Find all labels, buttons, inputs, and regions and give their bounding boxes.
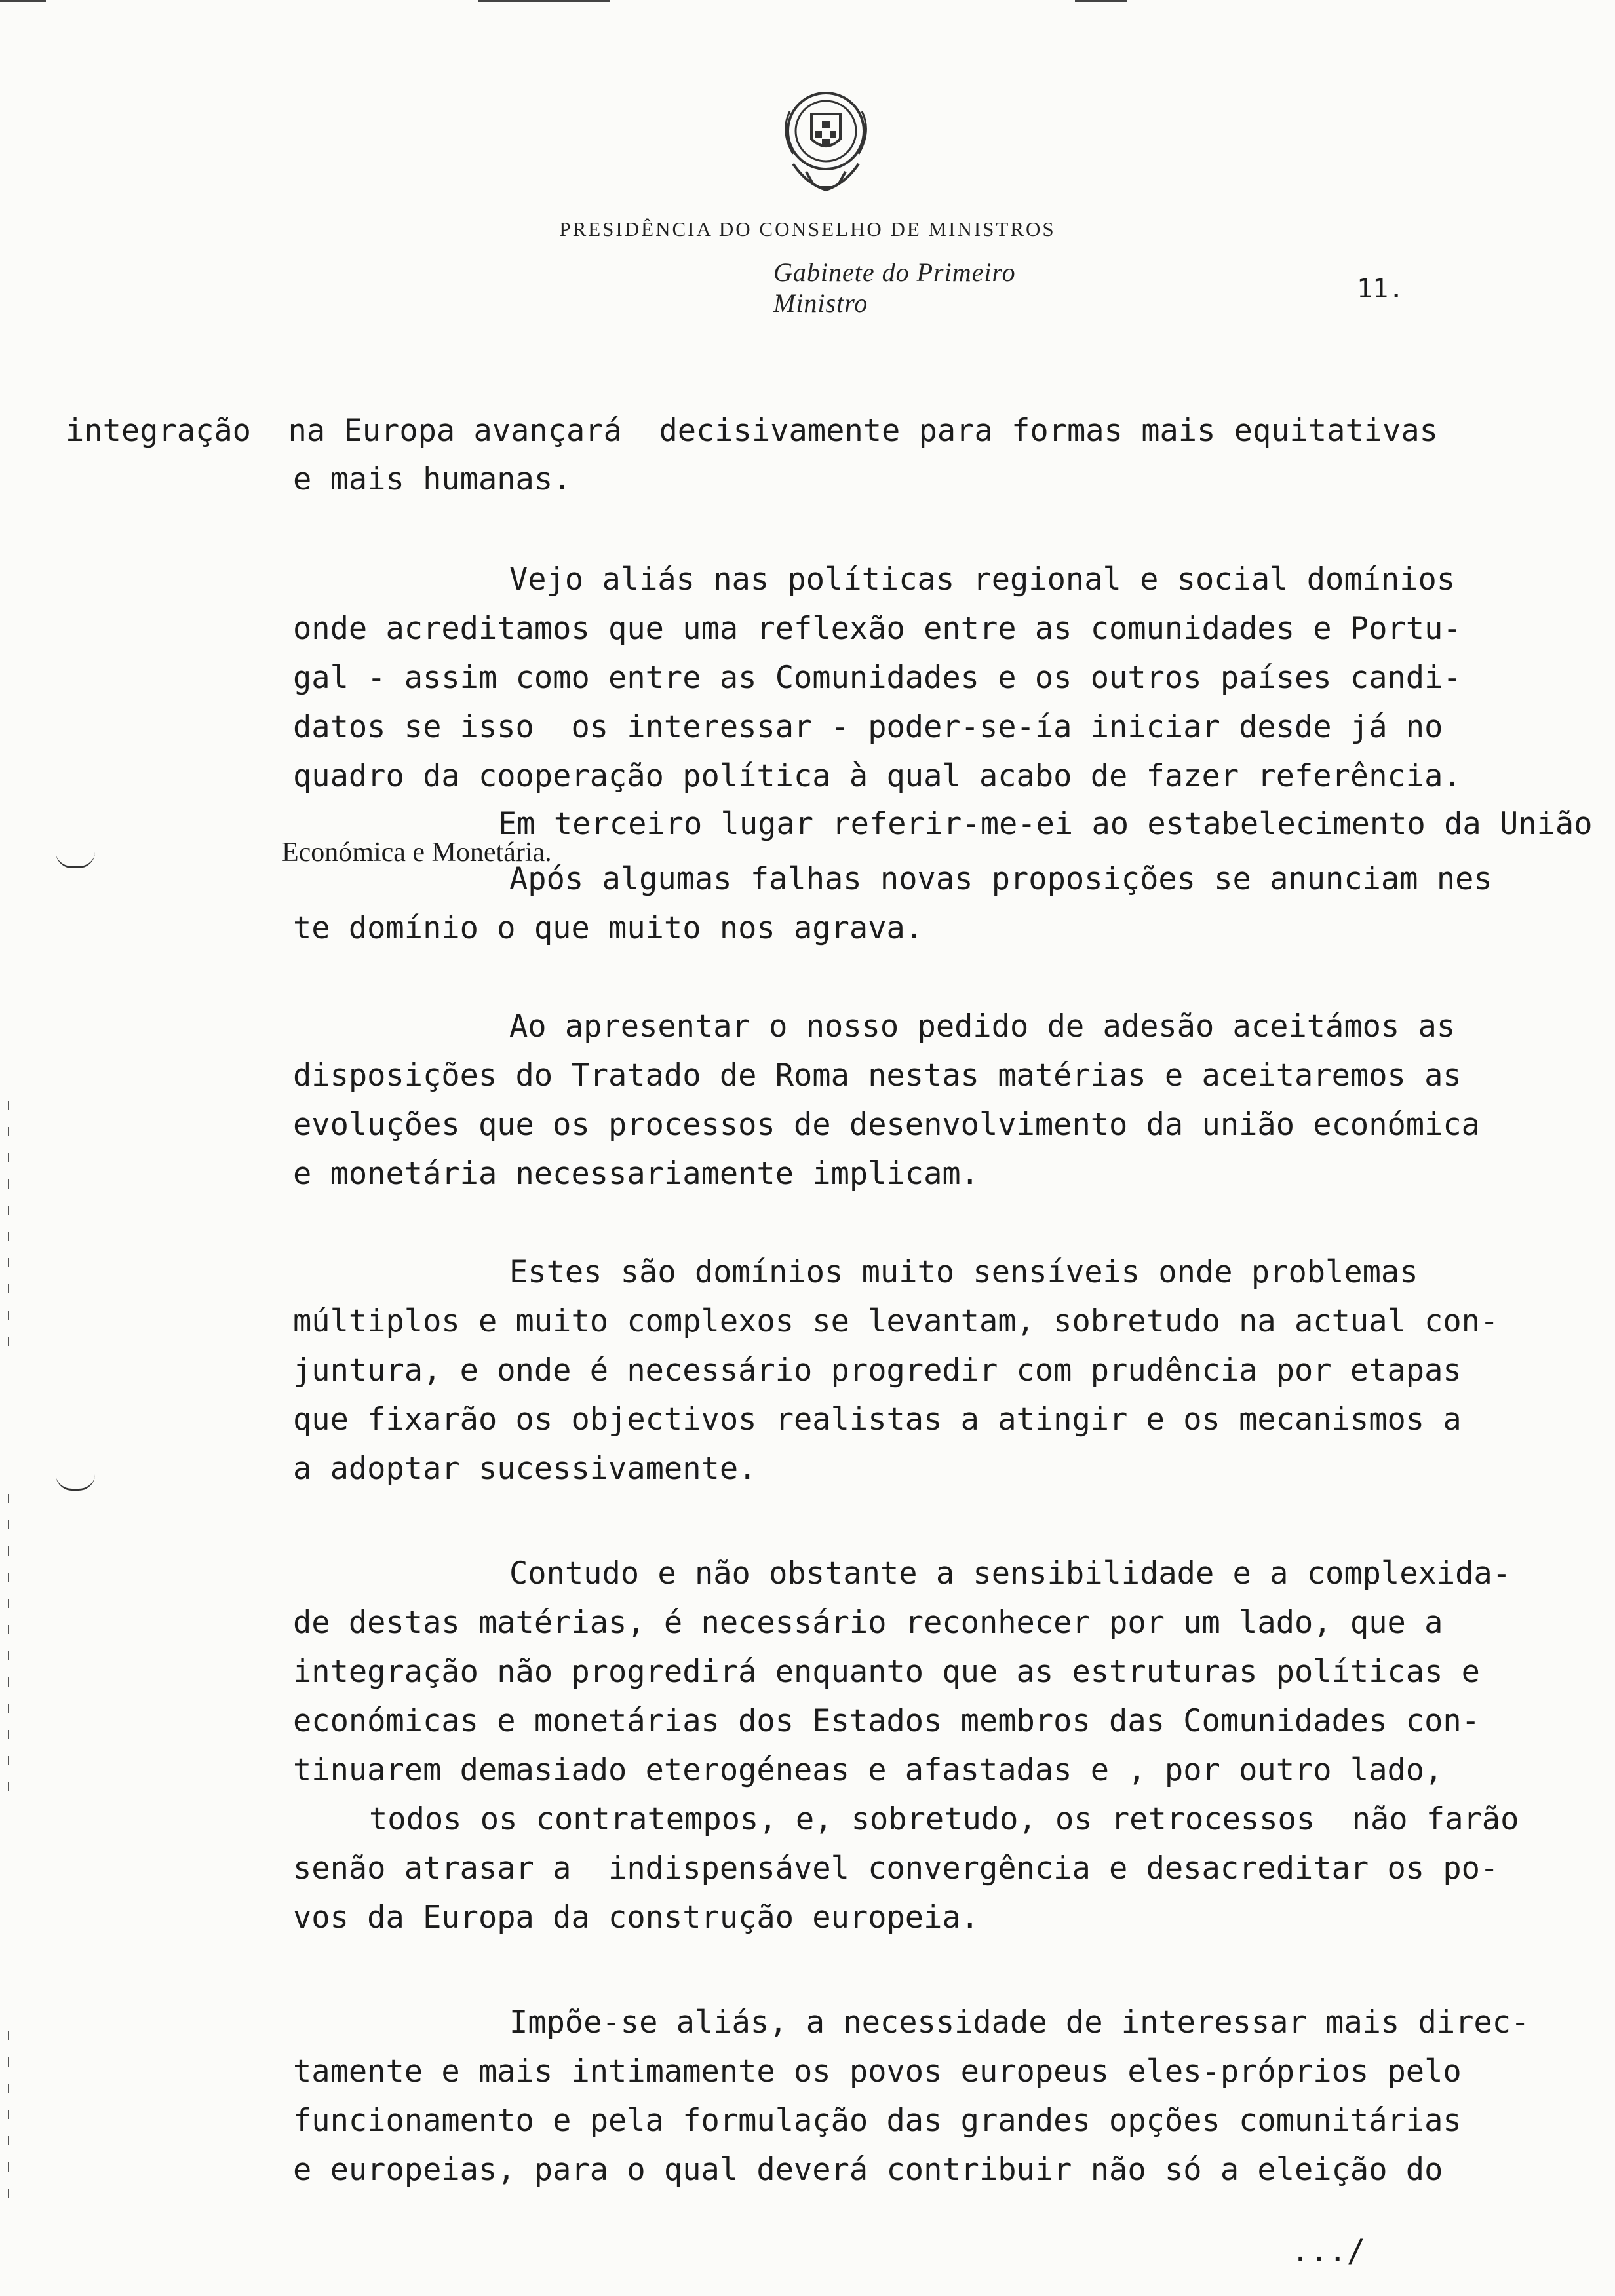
- text-line: evoluções que os processos de desenvolvimento da união económica: [293, 1107, 1480, 1143]
- margin-hole-mark: [56, 852, 95, 868]
- text-line: Impõe-se aliás, a necessidade de interessar mais direc-: [509, 2004, 1530, 2040]
- letterhead-organization: PRESIDÊNCIA DO CONSELHO DE MINISTROS: [559, 218, 1056, 240]
- text-line: Após algumas falhas novas proposições se anunciam nes: [509, 861, 1492, 897]
- text-line: que fixarão os objectivos realistas a atingir e os mecanismos a: [293, 1402, 1462, 1438]
- text-line: tamente e mais intimamente os povos europeus eles-próprios pelo: [293, 2054, 1462, 2090]
- margin-hole-mark: [56, 1474, 95, 1491]
- text-line: integração na Europa avançará decisivamente para formas mais equitativas: [66, 413, 1438, 449]
- text-line: vos da Europa da construção europeia.: [293, 1900, 979, 1936]
- text-line: onde acreditamos que uma reflexão entre as comunidades e Portu-: [293, 611, 1462, 647]
- margin-scan-mark: [8, 1101, 9, 1363]
- text-line: Em terceiro lugar referir-me-ei ao estabelecimento da União: [498, 806, 1593, 842]
- text-line: e mais humanas.: [293, 461, 572, 497]
- text-line: te domínio o que muito nos agrava.: [293, 910, 924, 946]
- text-line: Estes são domínios muito sensíveis onde problemas: [509, 1254, 1418, 1290]
- margin-scan-mark: [8, 2031, 9, 2202]
- text-line: de destas matérias, é necessário reconhecer por um lado, que a: [293, 1605, 1443, 1641]
- page-number: 11.: [1357, 274, 1405, 304]
- text-line: Contudo e não obstante a sensibilidade e a complexida-: [509, 1556, 1511, 1592]
- text-line: a adoptar sucessivamente.: [293, 1451, 757, 1487]
- text-line: múltiplos e muito complexos se levantam, sobretudo na actual con-: [293, 1303, 1499, 1339]
- top-edge-mark: [1075, 0, 1127, 2]
- text-line: disposições do Tratado de Roma nestas matérias e aceitaremos as: [293, 1058, 1462, 1094]
- text-line: quadro da cooperação política à qual acabo de fazer referência.: [293, 758, 1462, 794]
- text-line: gal - assim como entre as Comunidades e os outros países candi-: [293, 660, 1462, 696]
- top-edge-mark: [0, 0, 46, 2]
- text-line: datos se isso os interessar - poder-se-ía iniciar desde já no: [293, 709, 1443, 745]
- margin-scan-mark: [8, 1494, 9, 1795]
- text-line: todos os contratempos, e, sobretudo, os retrocessos não farão: [369, 1801, 1519, 1837]
- coat-of-arms-seal: [767, 85, 885, 203]
- text-line: tinuarem demasiado eterogéneas e afastadas e , por outro lado,: [293, 1752, 1443, 1788]
- text-line: Vejo aliás nas políticas regional e social domínios: [509, 562, 1456, 598]
- text-line: Económica e Monetária.: [282, 837, 552, 868]
- text-line: e europeias, para o qual deverá contribuir não só a eleição do: [293, 2152, 1443, 2188]
- text-line: senão atrasar a indispensável convergência e desacreditar os po-: [293, 1850, 1499, 1886]
- text-line: económicas e monetárias dos Estados membros das Comunidades con-: [293, 1703, 1480, 1739]
- text-line: e monetária necessariamente implicam.: [293, 1156, 979, 1192]
- top-edge-mark: [478, 0, 610, 2]
- text-line: funcionamento e pela formulação das grandes opções comunitárias: [293, 2103, 1462, 2139]
- text-line: integração não progredirá enquanto que as estruturas políticas e: [293, 1654, 1480, 1690]
- text-line: juntura, e onde é necessário progredir com prudência por etapas: [293, 1352, 1462, 1388]
- continuation-mark: .../: [1291, 2233, 1366, 2269]
- text-line: Ao apresentar o nosso pedido de adesão aceitámos as: [509, 1008, 1456, 1044]
- letterhead-office: Gabinete do Primeiro Ministro: [773, 258, 1016, 318]
